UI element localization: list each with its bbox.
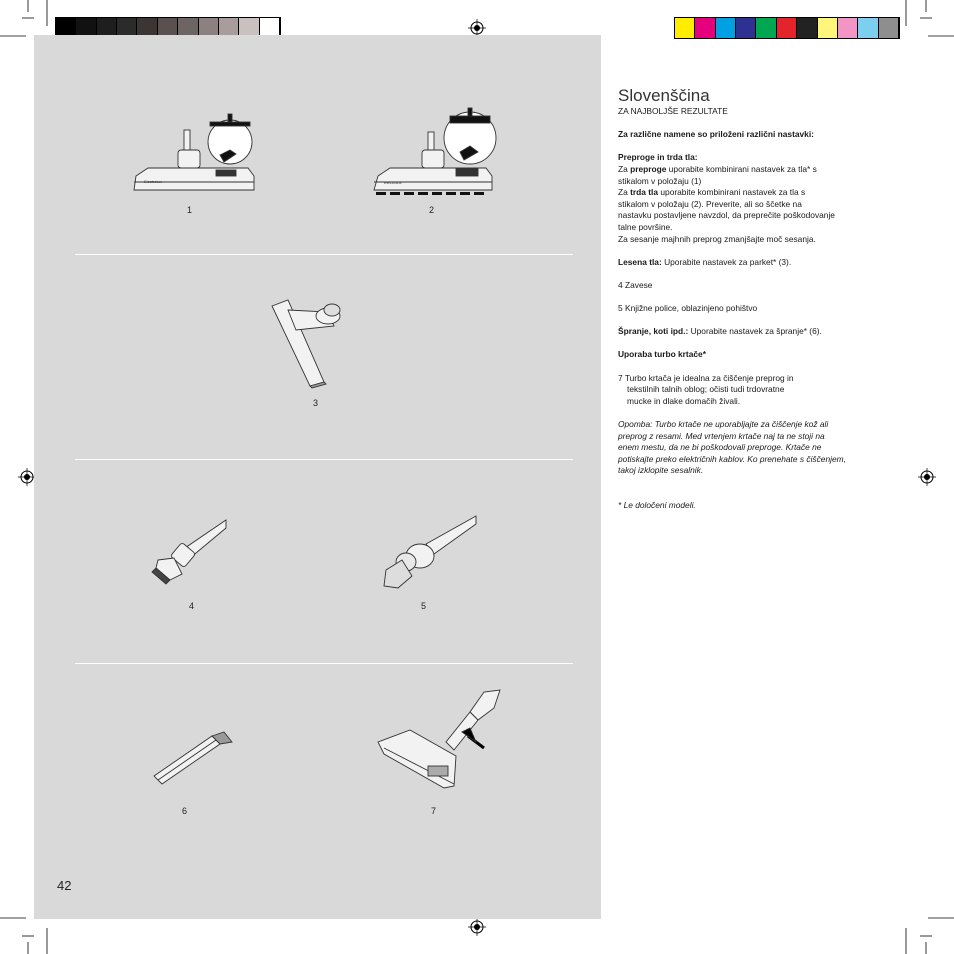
text-line: tekstilnih talnih oblog; očisti tudi trdovratne <box>627 384 785 395</box>
color-swatch <box>838 18 858 38</box>
footnote: * Le določeni modeli. <box>618 500 696 511</box>
text-span: uporabite kombinirani nastavek za tla s <box>658 187 806 198</box>
color-swatch <box>797 18 817 38</box>
page-number: 42 <box>57 878 72 893</box>
text-span: Uporabite nastavek za parket* (3). <box>661 256 792 267</box>
parquet-nozzle-illustration <box>268 296 350 388</box>
figure-label: 5 <box>421 601 427 611</box>
crevice-tool-illustration <box>150 730 236 788</box>
text-span: Za <box>618 163 631 174</box>
text-line: Za sesanje majhnih preprog zmanjšajte moč sesanja. <box>618 233 816 244</box>
note-line: enem mestu, da ne bi poškodovali preproge. Krtače ne <box>618 442 822 453</box>
turbo-brush-illustration <box>374 688 506 792</box>
color-swatch <box>879 18 899 38</box>
color-swatch <box>695 18 715 38</box>
divider <box>75 663 573 664</box>
color-swatch <box>858 18 878 38</box>
note-line: takoj izklopite sesalnik. <box>618 465 704 476</box>
text-span: preproge <box>630 163 667 174</box>
figure-label: 4 <box>189 601 195 611</box>
text-line: 5 Knjižne police, oblazinjeno pohištvo <box>618 303 758 314</box>
note-line: potiskajte preko električnih kablov. Ko prenehate s čiščenjem, <box>618 453 846 464</box>
text-span: Uporabite nastavek za špranje* (6). <box>688 326 822 337</box>
text-line: nastavku postavljene navzdol, da preprečite poškodovanje <box>618 210 835 221</box>
carpets-heading: Preproge in trda tla: <box>618 152 698 163</box>
svg-text:Electrolux: Electrolux <box>144 179 162 184</box>
instructions-text <box>618 86 863 512</box>
figure-label: 7 <box>431 806 437 816</box>
registration-mark-icon <box>918 468 936 486</box>
text-line: 7 Turbo krtača je idealna za čiščenje preprog in <box>618 372 794 383</box>
color-swatch <box>777 18 797 38</box>
section-subtitle: ZA NAJBOLJŠE REZULTATE <box>618 106 728 116</box>
text-span: trda tla <box>630 187 659 198</box>
figure-label: 3 <box>313 398 319 408</box>
figure-label: 1 <box>187 205 193 215</box>
color-calibration-bar <box>674 17 900 39</box>
text-line: talne površine. <box>618 221 673 232</box>
dusting-brush-illustration <box>376 514 478 596</box>
color-swatch <box>818 18 838 38</box>
divider <box>75 254 573 255</box>
figure-label: 2 <box>429 205 435 215</box>
figure-label: 6 <box>182 806 188 816</box>
color-swatch <box>736 18 756 38</box>
text-line: 4 Zavese <box>618 279 653 290</box>
text-span: Za <box>618 187 631 198</box>
note-line: preprog z resami. Med vrtenjem krtače naj ta ne stoji na <box>618 430 825 441</box>
wood-heading: Lesena tla: <box>618 256 662 267</box>
color-swatch <box>675 18 695 38</box>
upholstery-nozzle-illustration <box>150 518 230 594</box>
divider <box>75 459 573 460</box>
text-line: stikalom v položaju (2). Preverite, ali so ščetke na <box>618 198 802 209</box>
gaps-heading: Špranje, koti ipd.: <box>618 326 689 337</box>
illustration-panel <box>34 35 601 919</box>
svg-text:Electrolux: Electrolux <box>384 180 402 185</box>
color-swatch <box>716 18 736 38</box>
section-title: Slovenščina <box>618 86 710 105</box>
floor-nozzle-carpet-illustration <box>128 110 258 200</box>
text-line: mucke in dlake domačih živali. <box>627 395 741 406</box>
note-line: Opomba: Turbo krtače ne uporabljajte za čiščenje kož ali <box>618 419 829 430</box>
color-swatch <box>756 18 776 38</box>
turbo-heading: Uporaba turbo krtače* <box>618 349 706 360</box>
text-line: stikalom v položaju (1) <box>618 175 702 186</box>
registration-mark-icon <box>468 918 486 936</box>
floor-nozzle-hard-floor-illustration <box>370 104 500 204</box>
text-span: uporabite kombinirani nastavek za tla* s <box>666 163 817 174</box>
intro-text: Za različne namene so priloženi različni nastavki: <box>618 129 814 140</box>
